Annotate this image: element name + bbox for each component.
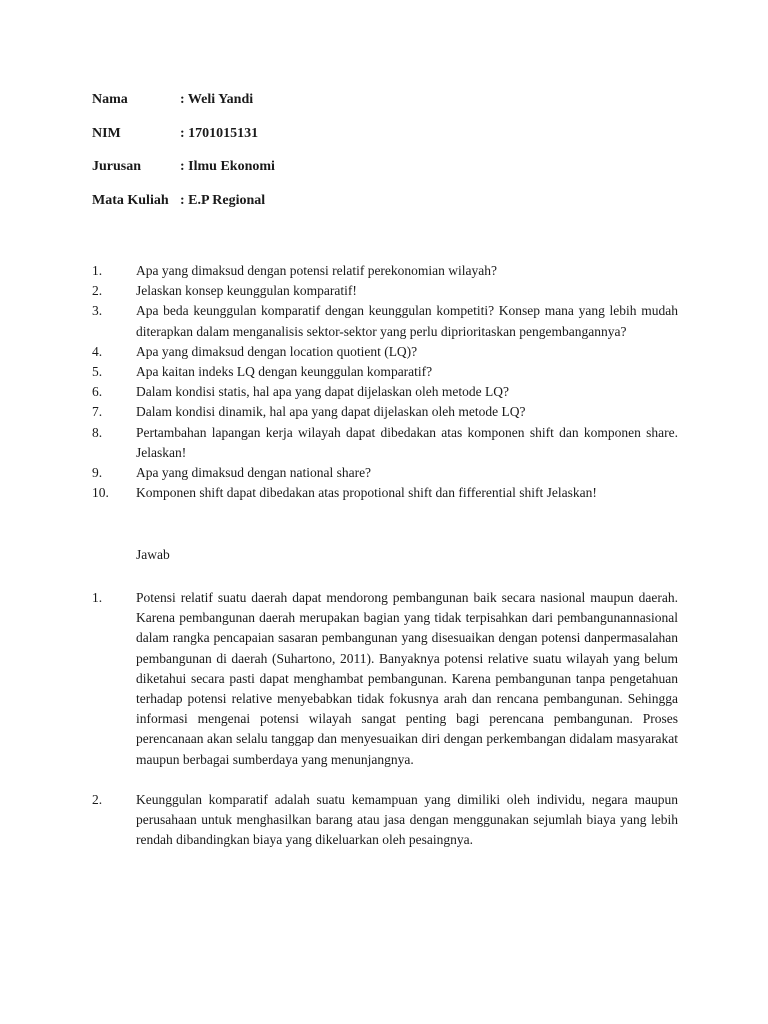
question-number: 7. — [92, 404, 103, 420]
info-label: Jurusan — [92, 159, 142, 174]
answer-heading: Jawab — [136, 547, 170, 562]
question-item — [92, 423, 678, 463]
question-text: Komponen shift dapat dibedakan atas propotional shift dan fifferential shift Jelaskan! — [136, 485, 597, 501]
question-item — [92, 281, 678, 301]
question-number: 6. — [92, 384, 103, 400]
info-row-nim — [92, 126, 275, 160]
question-number: 10. — [92, 485, 109, 501]
question-list — [92, 261, 678, 503]
info-value: : Ilmu Ekonomi — [180, 159, 275, 174]
info-label: NIM — [92, 125, 121, 141]
info-label: Mata Kuliah — [92, 192, 169, 208]
question-item — [92, 402, 678, 422]
info-value: : 1701015131 — [180, 125, 259, 141]
student-info — [92, 92, 275, 226]
question-text: Apa yang dimaksud dengan national share? — [136, 465, 372, 481]
answer-list — [92, 588, 678, 870]
question-text: Dalam kondisi dinamik, hal apa yang dapat dijelaskan oleh metode LQ? — [136, 404, 526, 420]
info-value: : E.P Regional — [180, 192, 266, 208]
answer-text: Potensi relatif suatu daerah dapat mendorong pembangunan baik secara nasional maupun daerah. Karena pembangunan daerah merupakan bagian yang tidak terpisahkan dari pembangunannasional dalam rangka pencapaian sasaran pembangunan yang disesuaikan dengan potensi danpermasalahan pembangunan di daerah (Suhartono, 2011). Banyaknya potensi relative suatu wilayah yang belum diketahui secara pasti dapat menghambat pembangunan. Karena pembangunan tanpa pengetahuan terhadap potensi relative menyebabkan tidak fokusnya arah dan rencana pembangunan. Sehingga informasi mengenai potensi wilayah sangat penting bagi perencana pembangunan. Proses perencanaan akan selalu tanggap dan menyesuaikan diri dengan perkembangan didalam masyarakat maupun berbagai sumberdaya yang menunjangnya. — [136, 590, 678, 767]
question-item — [92, 342, 678, 362]
question-item — [92, 362, 678, 382]
question-text: Dalam kondisi statis, hal apa yang dapat dijelaskan oleh metode LQ? — [136, 384, 510, 400]
answer-text: Keunggulan komparatif adalah suatu kemampuan yang dimiliki oleh individu, negara maupun perusahaan untuk menghasilkan barang atau jasa dengan menggunakan sejumlah biaya yang lebih rendah dibandingkan biaya yang dikeluarkan oleh pesaingnya. — [136, 791, 678, 848]
question-number: 5. — [92, 364, 103, 380]
answer-number: 2. — [92, 791, 103, 807]
question-item — [92, 301, 678, 341]
question-number: 9. — [92, 465, 103, 481]
info-row-jurusan — [92, 159, 275, 193]
question-number: 2. — [92, 283, 103, 299]
question-text: Apa beda keunggulan komparatif dengan keunggulan kompetiti? Konsep mana yang lebih mudah diterapkan dalam menganalisis sektor-sektor yang perlu diprioritaskan pengembangannya? — [136, 303, 678, 339]
question-text: Apa kaitan indeks LQ dengan keunggulan komparatif? — [136, 364, 433, 380]
info-row-mata-kuliah — [92, 193, 275, 227]
info-value: : Weli Yandi — [180, 92, 254, 107]
answer-number: 1. — [92, 590, 103, 605]
question-text: Pertambahan lapangan kerja wilayah dapat dibedakan atas komponen shift dan komponen share. Jelaskan! — [136, 424, 678, 460]
question-item — [92, 463, 678, 483]
question-item — [92, 382, 678, 402]
question-item — [92, 261, 678, 281]
question-item — [92, 483, 678, 503]
answer-item — [92, 790, 678, 851]
answer-item — [92, 588, 678, 770]
question-number: 8. — [92, 424, 103, 440]
info-row-nama — [92, 92, 275, 126]
question-number: 3. — [92, 303, 103, 319]
question-number: 4. — [92, 343, 103, 359]
question-number: 1. — [92, 263, 103, 278]
question-text: Jelaskan konsep keunggulan komparatif! — [136, 283, 357, 299]
question-text: Apa yang dimaksud dengan potensi relatif perekonomian wilayah? — [136, 263, 498, 278]
info-label: Nama — [92, 92, 128, 107]
question-text: Apa yang dimaksud dengan location quotient (LQ)? — [136, 343, 418, 359]
